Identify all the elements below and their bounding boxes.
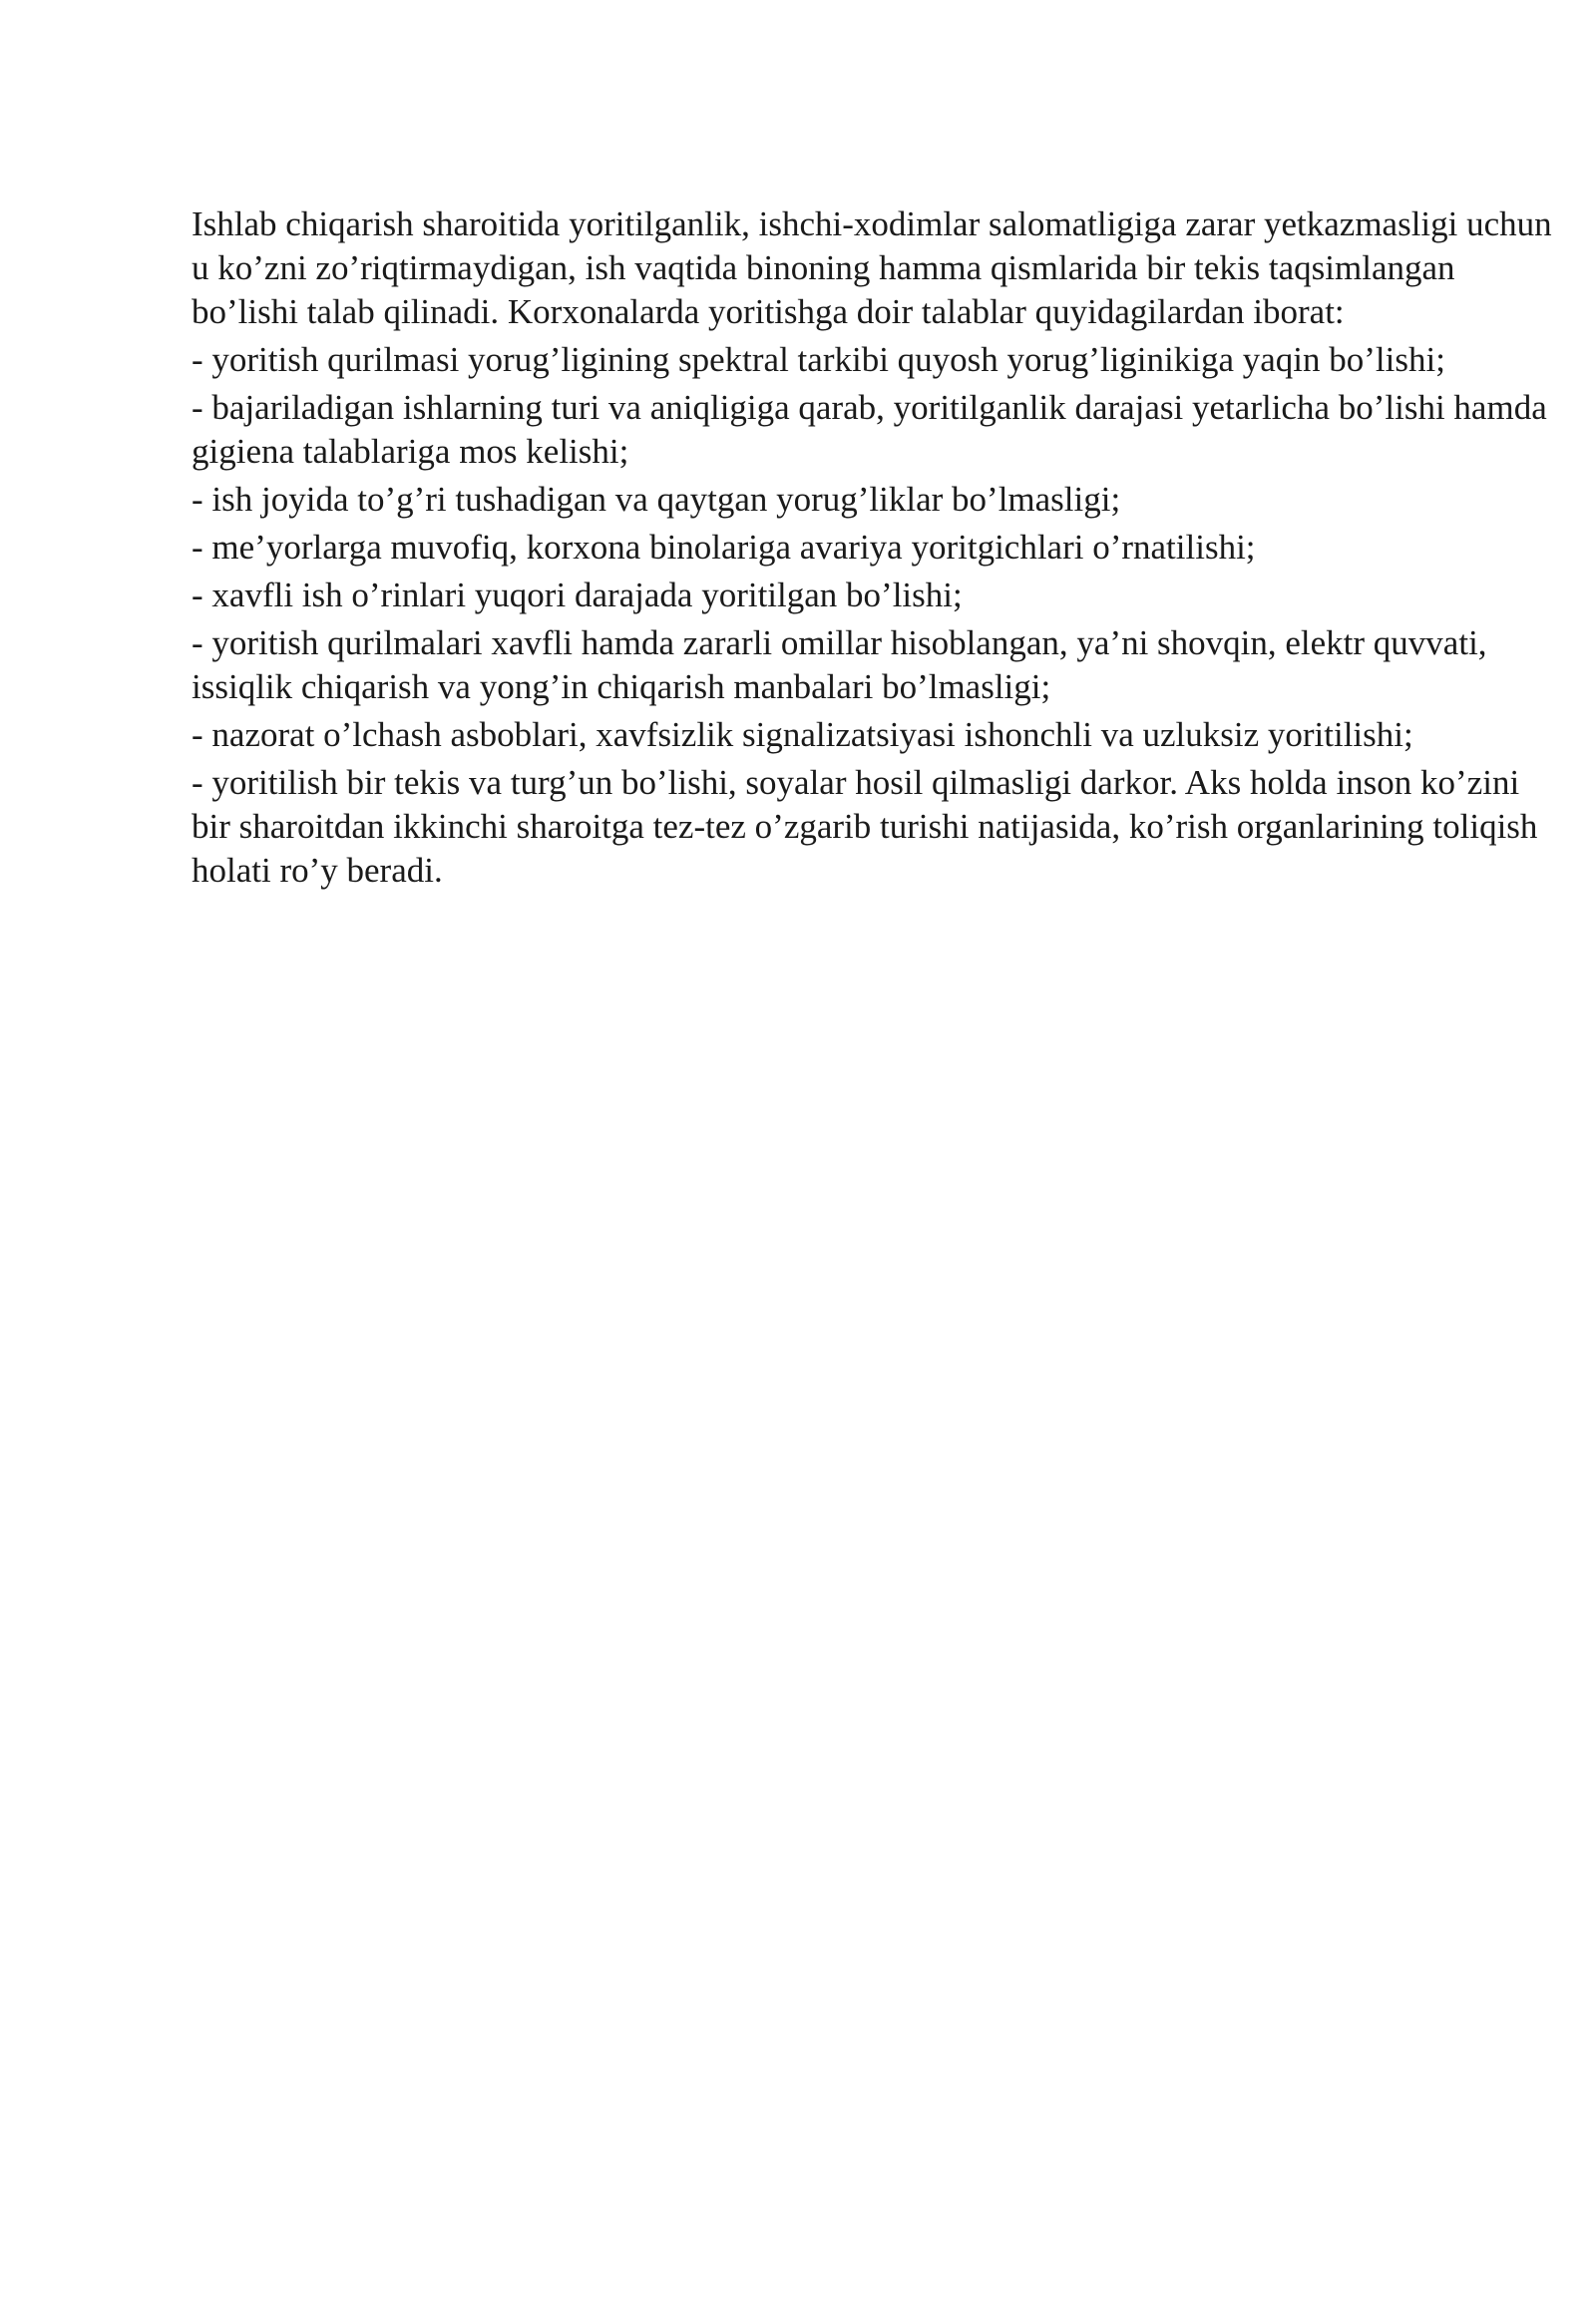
requirement-item-2: - bajariladigan ishlarning turi va aniqligiga qarab, yoritilganlik darajasi yetarlicha bo’lishi hamda gigiena talablariga mos kelishi; — [192, 388, 1547, 471]
requirement-item-3: - ish joyida to’g’ri tushadigan va qaytgan yorug’liklar bo’lmasligi; — [192, 480, 1121, 519]
requirement-item-6: - yoritish qurilmalari xavfli hamda zararli omillar hisoblangan, ya’ni shovqin, elektr quvvati, issiqlik chiqarish va yong’in chiqarish manbalari bo’lmasligi; — [192, 623, 1487, 706]
requirement-item-1: - yoritish qurilmasi yorug’ligining spektral tarkibi quyosh yorug’liginikiga yaqin bo’lishi; — [192, 340, 1445, 379]
requirement-item-5: - xavfli ish o’rinlari yuqori darajada yoritilgan bo’lishi; — [192, 576, 963, 614]
requirement-item-7: - nazorat o’lchash asboblari, xavfsizlik signalizatsiyasi ishonchli va uzluksiz yoritilishi; — [192, 715, 1413, 754]
requirement-item-4: - me’yorlarga muvofiq, korxona binolariga avariya yoritgichlari o’rnatilishi; — [192, 528, 1256, 567]
requirement-item-8: - yoritilish bir tekis va turg’un bo’lishi, soyalar hosil qilmasligi darkor. Aks holda inson ko’zini bir sharoitdan ikkinchi sharoitga tez-tez o’zgarib turishi natijasida, ko’rish organlarining toliqish holati ro’y beradi. — [192, 763, 1538, 890]
intro-paragraph: Ishlab chiqarish sharoitida yoritilganlik, ishchi-xodimlar salomatligiga zarar yetkazmasligi uchun u ko’zni zo’riqtirmaydigan, ish vaqtida binoning hamma qismlarida bir tekis taqsimlangan bo’lishi talab qilinadi. Korxonalarda yoritishga doir talablar quyidagilardan iborat: — [192, 204, 1552, 331]
document-body — [192, 202, 1563, 893]
